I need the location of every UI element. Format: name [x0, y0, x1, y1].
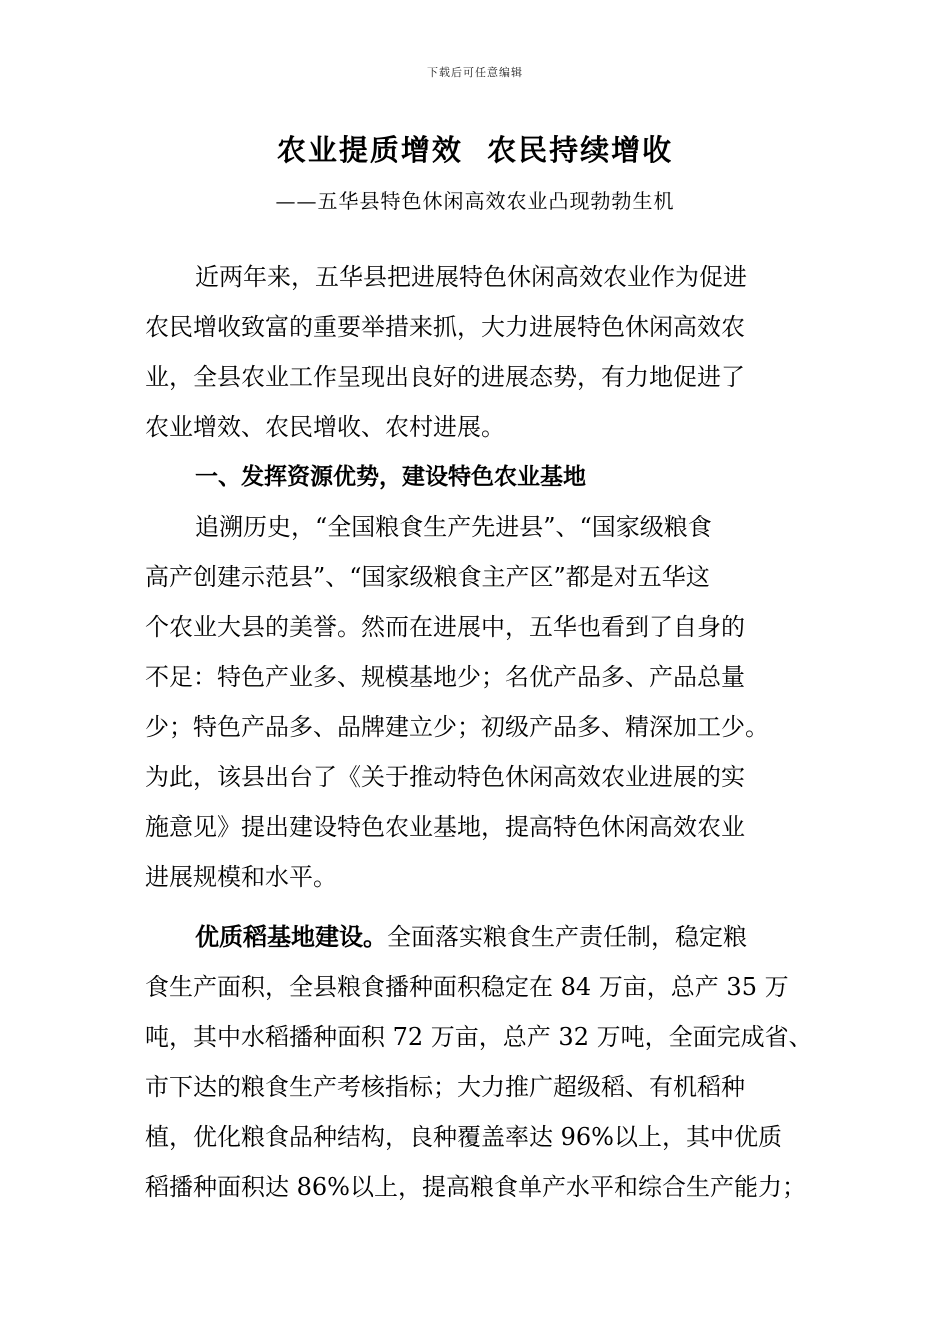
- section2-first-line-rest: 全面落实粮食生产责任制，稳定粮: [387, 923, 747, 951]
- page-title: 农业提质增效 农民持续增收: [276, 133, 674, 167]
- intro-line: 农业增效、农民增收、农村进展。: [145, 413, 505, 441]
- section1-line: 进展规模和水平。: [145, 863, 337, 891]
- section2-lead: 优质稻基地建设。: [195, 922, 387, 951]
- document-body: [145, 252, 825, 1212]
- section2-line: 食生产面积，全县粮食播种面积稳定在 84 万亩，总产 35 万: [145, 973, 789, 1001]
- section2-line: 植，优化粮食品种结构，良种覆盖率达 96%以上，其中优质: [145, 1123, 782, 1151]
- intro-line: 农民增收致富的重要举措来抓，大力进展特色休闲高效农: [145, 313, 745, 341]
- section1-line: 不足：特色产业多、规模基地少；名优产品多、产品总量: [145, 663, 745, 691]
- section2-line: 稻播种面积达 86%以上，提高粮食单产水平和综合生产能力；: [145, 1173, 806, 1201]
- intro-line: 业，全县农业工作呈现出良好的进展态势，有力地促进了: [145, 363, 745, 391]
- section-heading: 一、发挥资源优势，建设特色农业基地: [195, 464, 586, 490]
- intro-line: 近两年来，五华县把进展特色休闲高效农业作为促进: [195, 263, 747, 291]
- section2-line: 市下达的粮食生产考核指标；大力推广超级稻、有机稻种: [145, 1073, 745, 1101]
- paragraph-gap: [145, 902, 825, 912]
- section1-line: 少；特色产品多、品牌建立少；初级产品多、精深加工少。: [145, 713, 769, 741]
- section1-line: 个农业大县的美誉。然而在进展中，五华也看到了自身的: [145, 613, 745, 641]
- header-note: 下载后可任意编辑: [427, 66, 523, 79]
- section2-first-line: [145, 912, 825, 962]
- section1-line: 追溯历史，“全国粮食生产先进县”、“国家级粮食: [195, 513, 712, 541]
- page-subtitle: ——五华县特色休闲高效农业凸现勃勃生机: [275, 189, 675, 213]
- section1-line: 施意见》提出建设特色农业基地，提高特色休闲高效农业: [145, 813, 745, 841]
- section1-line: 为此，该县出台了《关于推动特色休闲高效农业进展的实: [145, 763, 745, 791]
- section2-line: 吨，其中水稻播种面积 72 万亩，总产 32 万吨，全面完成省、: [145, 1023, 813, 1051]
- section1-line: 高产创建示范县”、“国家级粮食主产区”都是对五华这: [145, 563, 710, 591]
